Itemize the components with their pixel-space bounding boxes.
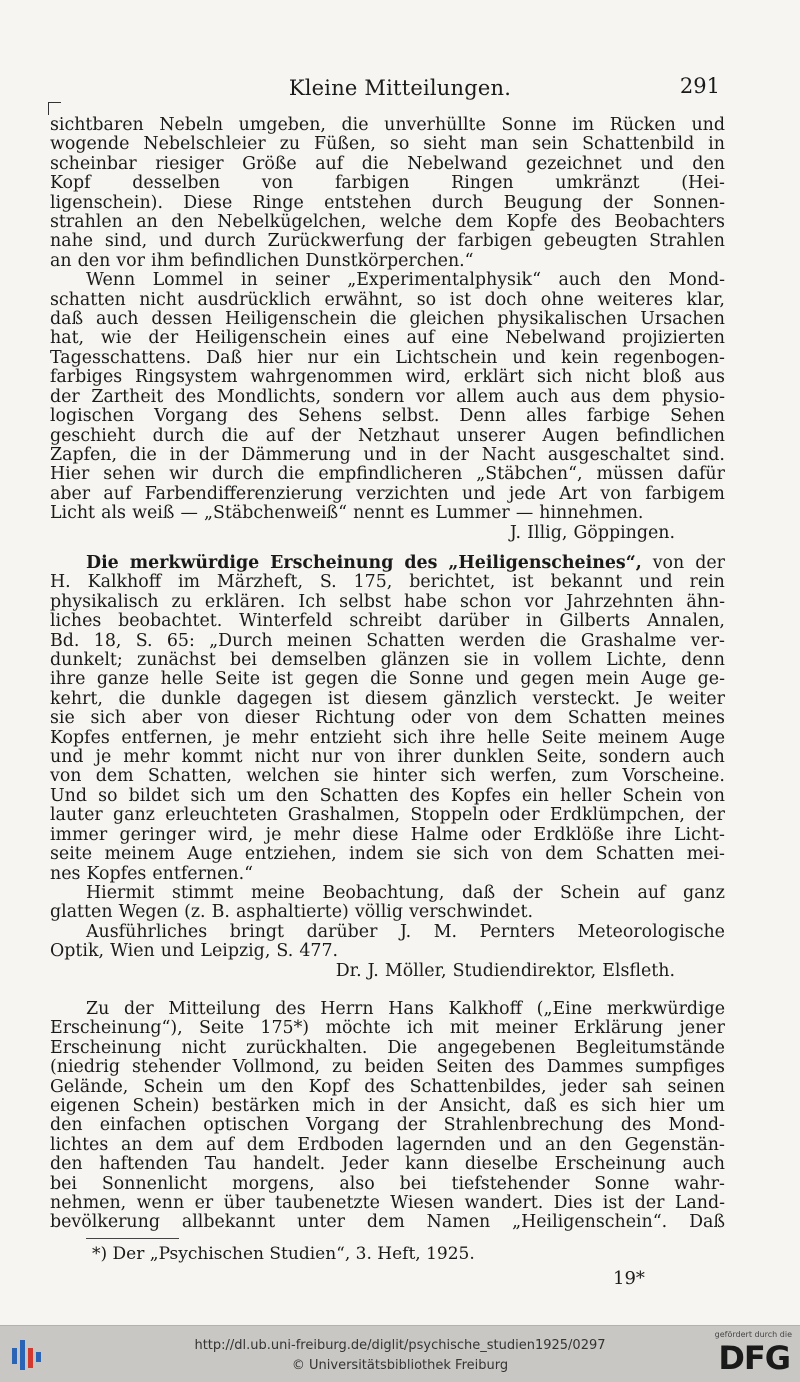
text-line: strahlen an den Nebelkügelchen, welche dem Kopfe des Beobachters <box>50 212 725 233</box>
source-url-link[interactable]: http://dl.ub.uni-freiburg.de/diglit/psychische_studien1925/0297 <box>194 1338 606 1353</box>
corner-mark <box>48 102 61 115</box>
text-line: und je mehr kommt nicht nur von ihrer dunklen Seite, sondern auch <box>50 747 725 768</box>
text-line: bevölkerung allbekannt unter dem Namen „Heiligenschein“. Daß <box>50 1212 725 1233</box>
text-line: aber auf Farbendifferenzierung verzichten und jede Art von farbigem <box>50 483 725 504</box>
text-line: Hiermit stimmt meine Beobachtung, daß der Schein auf ganz <box>86 882 725 903</box>
footnote: *) Der „Psychischen Studien“, 3. Heft, 1925. <box>92 1244 475 1264</box>
text-line: Optik, Wien und Leipzig, S. 477. <box>50 941 339 962</box>
text-line: nahe sind, und durch Zurückwerfung der farbigen gebeugten Strahlen <box>50 231 725 252</box>
text-line: seite meinem Auge entziehen, indem sie sich von dem Schatten mei- <box>50 844 725 865</box>
text-line: immer geringer wird, je mehr diese Halme oder Erdklöße ihre Licht- <box>50 824 725 845</box>
text-line: dunkelt; zunächst bei demselben glänzen sie in vollem Lichte, denn <box>50 650 725 671</box>
text-line: liches beobachtet. Winterfeld schreibt darüber in Gilberts Annalen, <box>50 611 725 632</box>
signature-mark: 19* <box>613 1268 645 1289</box>
text-line: Und so bildet sich um den Schatten des Kopfes ein heller Schein von <box>50 785 725 806</box>
text-line: ligenschein). Diese Ringe entstehen durch Beugung der Sonnen- <box>50 192 725 213</box>
text-block <box>50 1000 725 1233</box>
text-line: physikalisch zu erklären. Ich selbst habe schon vor Jahrzehnten ähn- <box>50 591 725 612</box>
page-number: 291 <box>679 74 720 98</box>
text-line: Zapfen, die in der Dämmerung und in der Nacht ausgeschaltet sind. <box>50 444 725 465</box>
text-line: glatten Wegen (z. B. asphaltierte) völlig verschwindet. <box>50 902 533 923</box>
text-line: Gelände, Schein um den Kopf des Schattenbildes, jeder sah seinen <box>50 1076 725 1097</box>
text-line: Erscheinung“), Seite 175*) möchte ich mit meiner Erklärung jener <box>50 1018 725 1039</box>
text-line: eigenen Schein) bestärken mich in der Ansicht, daß es sich hier um <box>50 1096 725 1117</box>
text-line: Tagesschattens. Daß hier nur ein Lichtschein und kein regenbogen- <box>50 347 725 368</box>
text-block <box>50 116 725 543</box>
text-line: ihre ganze helle Seite ist gegen die Sonne und gegen mein Auge ge- <box>50 669 725 690</box>
text-line: farbiges Ringsystem wahrgenommen wird, erklärt sich nicht bloß aus <box>50 367 725 388</box>
text-line: daß auch dessen Heiligenschein die gleichen physikalischen Ursachen <box>50 309 725 330</box>
text-line: wogende Nebelschleier zu Füßen, so sieht man sein Schattenbild in <box>50 134 725 155</box>
text-line: Kopfes entfernen, je mehr entzieht sich ihre helle Seite meinem Auge <box>50 727 725 748</box>
text-line: von dem Schatten, welchen sie hinter sich werfen, zum Vorscheine. <box>50 766 725 787</box>
text-line: lauter ganz erleuchteten Grashalmen, Stoppeln oder Erdklümpchen, der <box>50 805 725 826</box>
text-line: bei Sonnenlicht morgens, also bei tiefstehender Sonne wahr- <box>50 1173 725 1194</box>
text-line: logischen Vorgang des Sehens selbst. Denn alles farbige Sehen <box>50 406 725 427</box>
text-line: hat, wie der Heiligenschein eines auf eine Nebelwand projizierten <box>50 328 725 349</box>
text-line: Erscheinung nicht zurückhalten. Die angegebenen Begleitumstände <box>50 1037 725 1058</box>
text-line: Dr. J. Möller, Studiendirektor, Elsfleth. <box>335 960 675 981</box>
running-header: Kleine Mitteilungen. <box>288 76 512 100</box>
text-line: an den vor ihm befindlichen Dunstkörperchen.“ <box>50 250 474 271</box>
text-line: Zu der Mitteilung des Herrn Hans Kalkhoff („Eine merkwürdige <box>86 999 725 1019</box>
dfg-logo: DFG <box>718 1339 790 1377</box>
text-line: lichtes an dem auf dem Erdboden lagernden und an den Gegenstän- <box>50 1134 725 1155</box>
funding-caption: gefördert durch die <box>714 1330 792 1339</box>
viewer-footer <box>0 1325 800 1382</box>
text-line: (niedrig stehender Vollmond, zu beiden Seiten des Dammes sumpfiges <box>50 1057 725 1078</box>
text-line: den haftenden Tau handelt. Jeder kann dieselbe Erscheinung auch <box>50 1154 725 1175</box>
copyright-text: © Universitätsbibliothek Freiburg <box>291 1358 509 1373</box>
text-line: nes Kopfes entfernen.“ <box>50 863 253 884</box>
text-line: schatten nicht ausdrücklich erwähnt, so ist doch ohne weiteres klar, <box>50 289 725 310</box>
text-line: nehmen, wenn er über taubenetzte Wiesen wandert. Dies ist der Land- <box>50 1193 725 1214</box>
text-line: Licht als weiß — „Stäbchenweiß“ nennt es Lummer — hinnehmen. <box>50 503 644 524</box>
text-line: H. Kalkhoff im Märzheft, S. 175, berichtet, ist bekannt und rein <box>50 572 725 593</box>
text-line: Bd. 18, S. 65: „Durch meinen Schatten werden die Grashalme ver- <box>50 630 725 651</box>
text-line: Hier sehen wir durch die empfindlicheren „Stäbchen“, müssen dafür <box>50 464 725 485</box>
text-line: der Zartheit des Mondlichts, sondern vor allem auch aus dem physio- <box>50 386 725 407</box>
text-line: den einfachen optischen Vorgang der Strahlenbrechung des Mond- <box>50 1115 725 1136</box>
text-line: Ausführliches bringt darüber J. M. Pernters Meteorologische <box>86 921 725 942</box>
footnote-rule <box>86 1238 179 1239</box>
text-line: kehrt, die dunkle dagegen ist diesem gänzlich versteckt. Je weiter <box>50 688 725 709</box>
text-line: Kopf desselben von farbigen Ringen umkränzt (Hei- <box>50 173 725 194</box>
text-line: scheinbar riesiger Größe auf die Nebelwand gezeichnet und den <box>50 153 725 174</box>
text-line: sichtbaren Nebeln umgeben, die unverhüllte Sonne im Rücken und <box>50 115 725 135</box>
text-line: J. Illig, Göppingen. <box>509 522 675 543</box>
text-line: Die merkwürdige Erscheinung des „Heiligenscheines“, von der <box>86 553 725 573</box>
text-block <box>50 554 725 981</box>
text-line: Wenn Lommel in seiner „Experimentalphysik“ auch den Mond- <box>86 270 725 291</box>
text-line: geschieht durch die auf der Netzhaut unserer Augen befindlichen <box>50 425 725 446</box>
text-line: sie sich aber von dieser Richtung oder von dem Schatten meines <box>50 708 725 729</box>
